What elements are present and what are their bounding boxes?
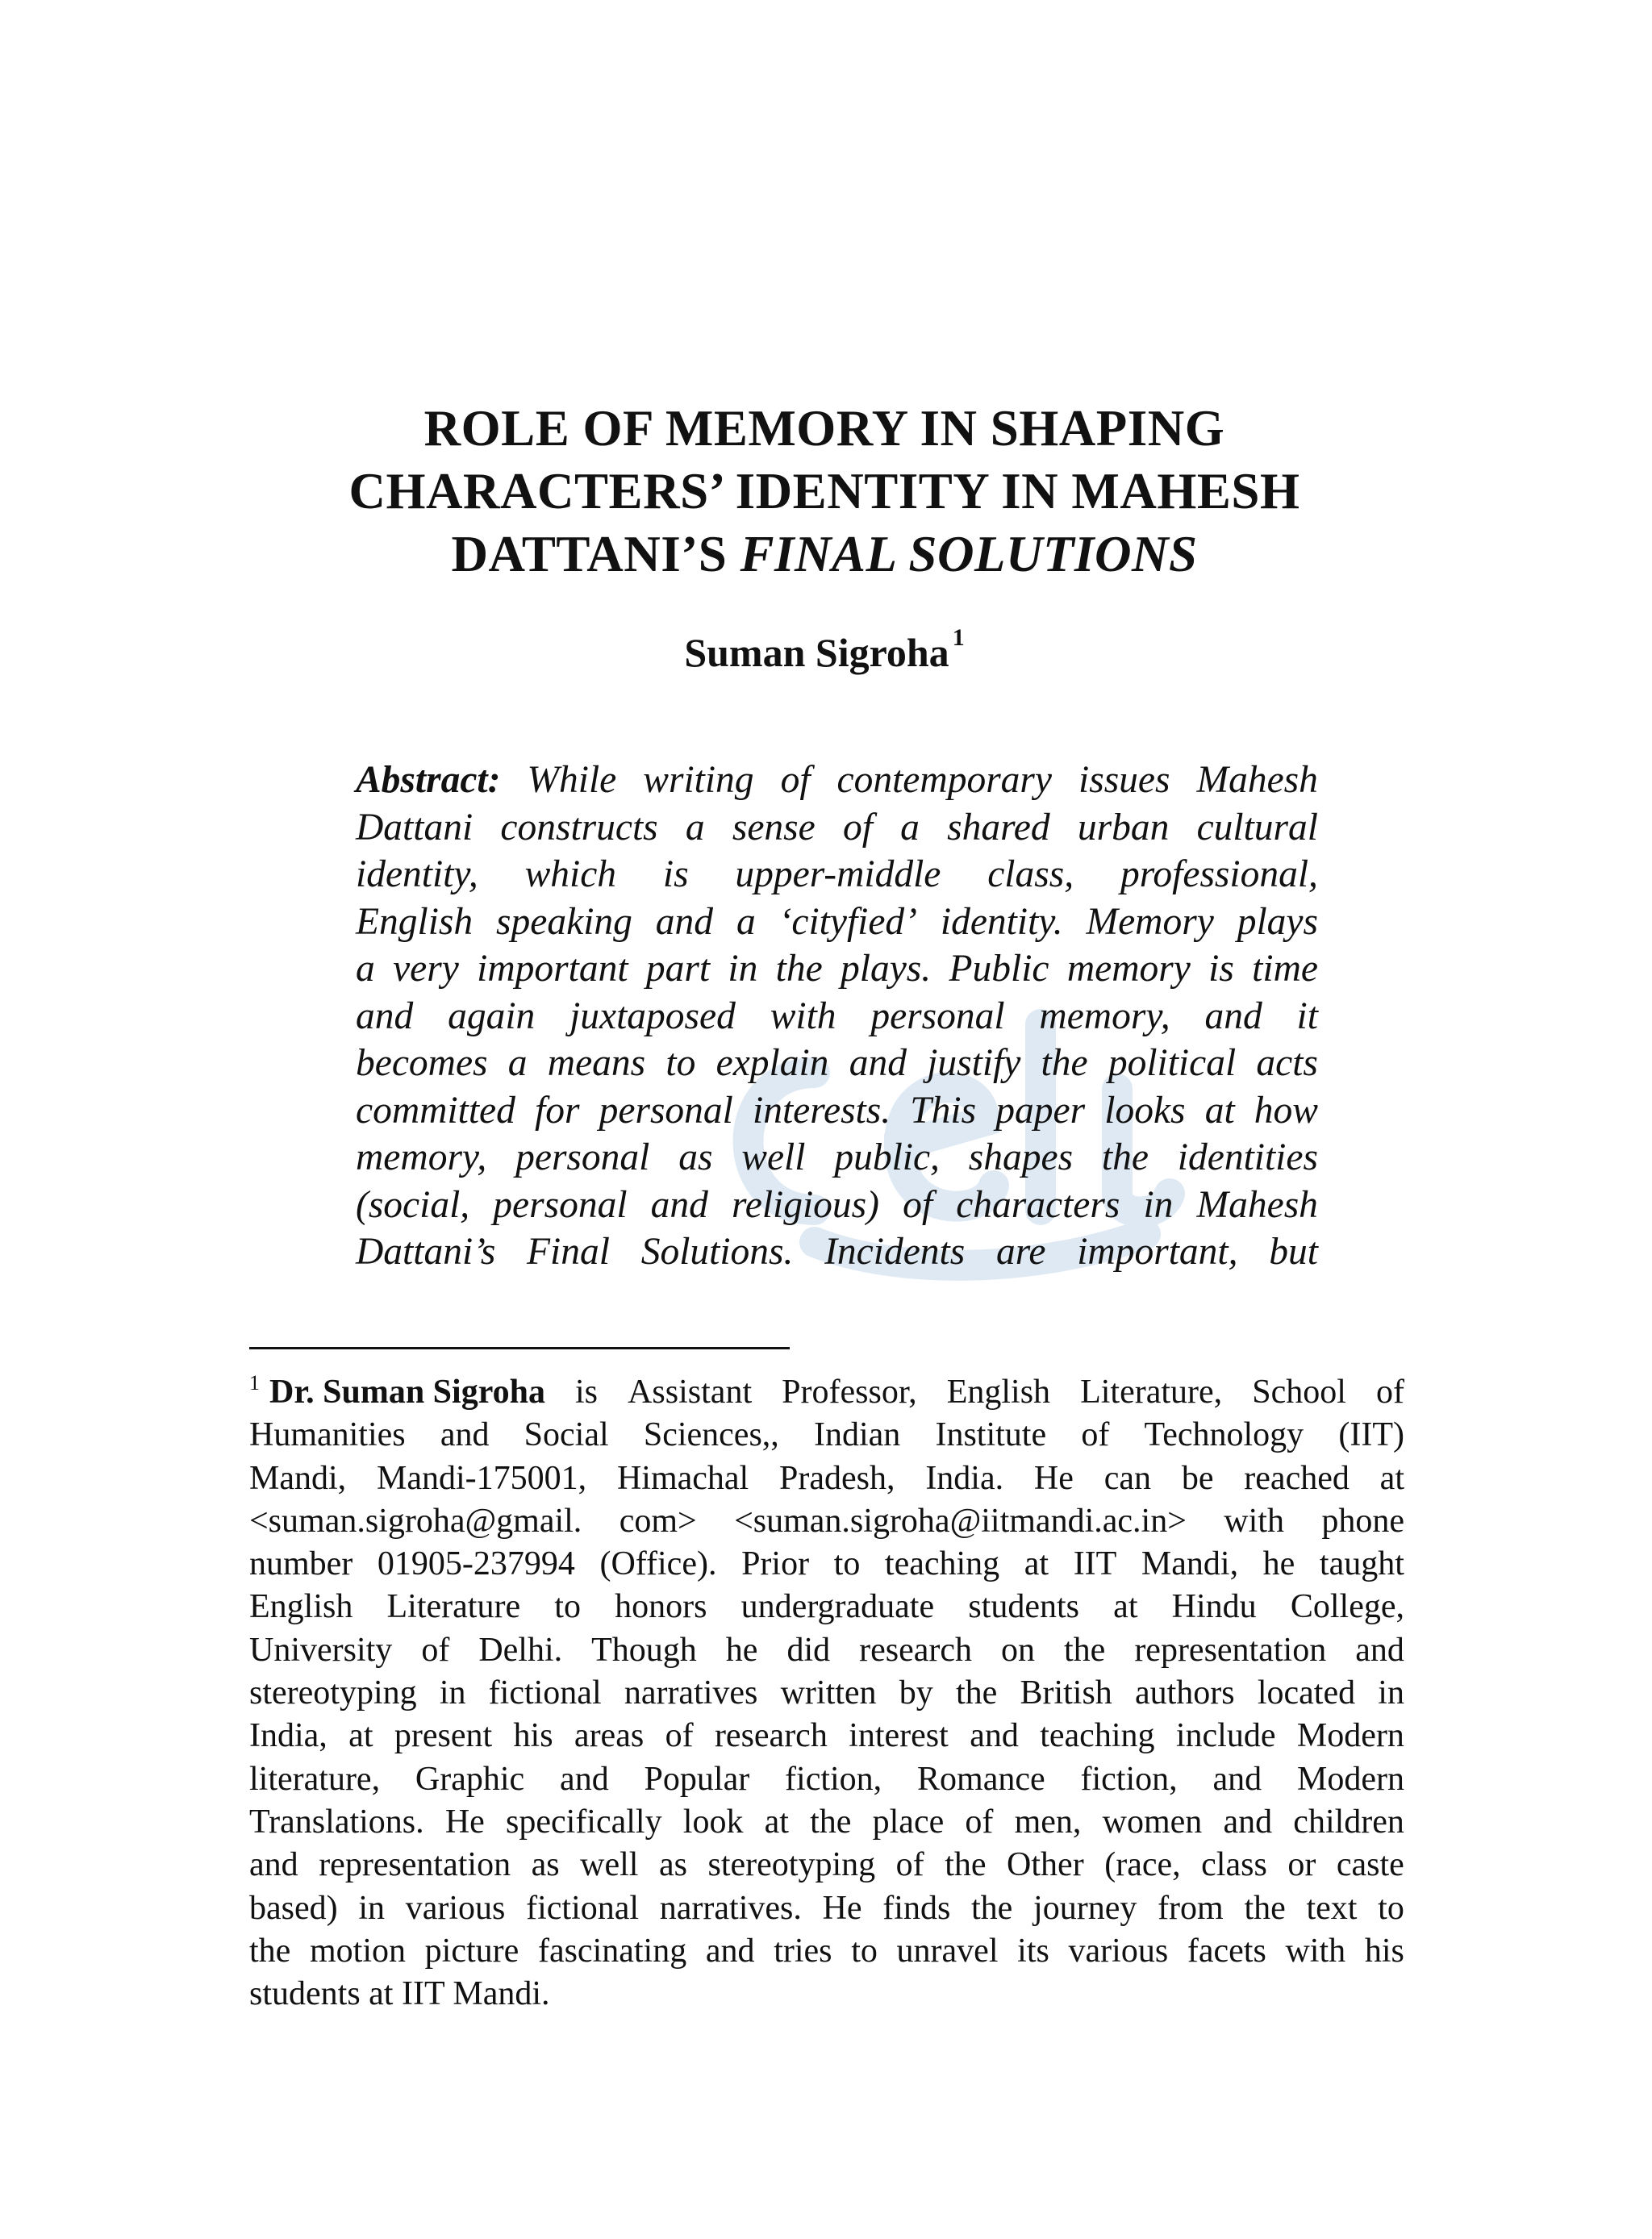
- abstract-line: [356, 757, 1318, 804]
- abstract-word: juxtaposed: [569, 994, 736, 1037]
- paper-title: [242, 397, 1407, 586]
- abstract-word: means: [547, 1042, 646, 1084]
- footnote-line: [249, 1371, 1404, 1414]
- footnote-word: women: [1102, 1803, 1203, 1841]
- footnote-separator: [249, 1347, 790, 1349]
- title-play-name: FINAL SOLUTIONS: [740, 526, 1198, 582]
- footnote-word: facets: [1187, 1932, 1266, 1970]
- abstract-word: justify: [927, 1042, 1021, 1084]
- title-line-1: ROLE OF MEMORY IN SHAPING: [423, 400, 1225, 457]
- abstract-word: and: [356, 994, 414, 1037]
- abstract-word: personal: [599, 1089, 733, 1132]
- footnote-word: Modern: [1296, 1717, 1404, 1755]
- footnote-word: Delhi.: [478, 1631, 563, 1669]
- footnote-word: to: [851, 1932, 878, 1970]
- abstract-word: shapes: [968, 1136, 1074, 1178]
- abstract-word: plays.: [841, 948, 932, 990]
- footnote-word: com>: [619, 1502, 697, 1540]
- abstract-word: public,: [834, 1136, 940, 1178]
- footnote-word: He: [822, 1889, 862, 1927]
- footnote-word: honors: [615, 1588, 707, 1626]
- footnote-line: [249, 1586, 1404, 1628]
- abstract-word: writing: [643, 759, 754, 801]
- footnote-word: Institute: [935, 1416, 1047, 1454]
- footnote-line: [249, 1500, 1404, 1543]
- abstract-word: for: [535, 1089, 580, 1132]
- abstract-word: cultural: [1196, 806, 1318, 848]
- abstract-word: a: [900, 806, 920, 848]
- footnote-word: the: [1064, 1631, 1106, 1669]
- footnote-word: as: [658, 1846, 687, 1884]
- footnote-word: IIT: [1073, 1545, 1117, 1583]
- abstract-word: English: [356, 900, 473, 943]
- abstract-word: While: [527, 759, 617, 801]
- footnote-word: of: [1375, 1374, 1404, 1411]
- footnote-word: English: [946, 1374, 1051, 1411]
- footnote-word: located: [1257, 1674, 1356, 1712]
- abstract-line: [356, 1134, 1318, 1182]
- abstract-word: Incidents: [824, 1231, 966, 1273]
- abstract-word: important: [477, 948, 628, 990]
- abstract-word: identity.: [940, 900, 1063, 943]
- abstract-word: (social,: [356, 1183, 470, 1226]
- abstract-word: ‘cityfied’: [778, 900, 918, 943]
- footnote-word: the: [971, 1889, 1013, 1927]
- abstract-word: This: [910, 1089, 977, 1132]
- footnote-line: [249, 1758, 1404, 1801]
- footnote-line: [249, 1457, 1404, 1500]
- abstract-word: memory: [1066, 948, 1191, 990]
- footnote-word: <suman.sigroha@gmail.: [249, 1502, 582, 1540]
- footnote-line: [249, 1414, 1404, 1457]
- abstract-word: identities: [1177, 1136, 1318, 1178]
- abstract-word: urban: [1077, 806, 1170, 848]
- abstract-word: becomes: [356, 1042, 488, 1084]
- footnote-word: representation: [319, 1846, 511, 1884]
- footnote-word: British: [1020, 1674, 1112, 1712]
- abstract-word: professional,: [1120, 853, 1318, 895]
- footnote-word: in: [1378, 1674, 1404, 1712]
- abstract-label: Abstract:: [356, 759, 501, 801]
- footnote-word: phone: [1321, 1502, 1404, 1540]
- footnote-word: fascinating: [537, 1932, 687, 1970]
- abstract-word: of: [903, 1183, 933, 1226]
- footnote-line: [249, 1715, 1404, 1757]
- abstract-word: the: [1101, 1136, 1149, 1178]
- abstract-word: at: [1204, 1089, 1235, 1132]
- footnote-word: College,: [1290, 1588, 1404, 1626]
- abstract-word: characters: [956, 1183, 1120, 1226]
- abstract-word: part: [645, 948, 711, 990]
- footnote-word: Literature,: [1080, 1374, 1223, 1411]
- abstract-word: speaking: [496, 900, 632, 943]
- footnote-word: English: [249, 1588, 353, 1626]
- footnote-word: finds: [882, 1889, 951, 1927]
- abstract-word: how: [1254, 1089, 1318, 1132]
- abstract-word: Mahesh: [1196, 759, 1318, 801]
- footnote-word: Literature: [386, 1588, 521, 1626]
- abstract-word: Final: [527, 1231, 610, 1273]
- footnote-word: include: [1175, 1717, 1276, 1755]
- footnote-word: Pradesh,: [779, 1459, 895, 1497]
- footnote-word: and: [970, 1717, 1019, 1755]
- abstract-word: Memory: [1086, 900, 1214, 943]
- abstract-word: the: [775, 948, 823, 990]
- footnote-word: Mandi-175001,: [376, 1459, 587, 1497]
- abstract-word: memory,: [1039, 994, 1170, 1037]
- footnote-word: Modern: [1296, 1760, 1404, 1798]
- abstract-line: [356, 945, 1318, 993]
- abstract-word: sense: [732, 806, 816, 848]
- abstract-word: personal: [515, 1136, 650, 1178]
- footnote-word: literature,: [249, 1760, 381, 1798]
- footnote-word: (IIT): [1338, 1416, 1404, 1454]
- footnote-line: [249, 1629, 1404, 1672]
- footnote-word: Other: [1007, 1846, 1084, 1884]
- footnote-word: He: [1033, 1459, 1074, 1497]
- footnote-word: journey: [1033, 1889, 1137, 1927]
- footnote-word: University: [249, 1631, 393, 1669]
- footnote-word: Assistant: [628, 1374, 753, 1411]
- abstract-word: and: [650, 1183, 708, 1226]
- footnote-word: unravel: [896, 1932, 999, 1970]
- footnote-word: stereotyping: [249, 1674, 417, 1712]
- footnote-word: motion: [309, 1932, 406, 1970]
- footnote-word: School: [1252, 1374, 1346, 1411]
- footnote-word: place: [872, 1803, 945, 1841]
- abstract-word: acts: [1256, 1042, 1318, 1084]
- footnote-word: Popular: [644, 1760, 750, 1798]
- footnote-word: and: [249, 1846, 298, 1884]
- abstract-word: of: [780, 759, 811, 801]
- footnote-word: in: [439, 1674, 466, 1712]
- abstract-word: Mahesh: [1196, 1183, 1318, 1226]
- abstract-word: political: [1108, 1042, 1237, 1084]
- footnote-word: fictional: [488, 1674, 602, 1712]
- footnote-word: Hindu: [1171, 1588, 1257, 1626]
- author-byline: [242, 624, 1407, 678]
- footnote-word: to: [554, 1588, 581, 1626]
- abstract-word: constructs: [500, 806, 658, 848]
- footnote-word: various: [1068, 1932, 1169, 1970]
- abstract-word: shared: [947, 806, 1050, 848]
- footnote-word: text: [1306, 1889, 1358, 1927]
- abstract-word: in: [728, 948, 758, 990]
- title-line-3-prefix: DATTANI’S: [451, 526, 740, 582]
- footnote-word: of: [965, 1803, 994, 1841]
- abstract-word: as: [678, 1136, 713, 1178]
- footnote-word: his: [1364, 1932, 1404, 1970]
- footnote-line: [249, 1844, 1404, 1887]
- abstract-word: it: [1296, 994, 1318, 1037]
- abstract-line: [356, 899, 1318, 946]
- footnote-word: Social: [524, 1416, 609, 1454]
- footnote-word: and: [440, 1416, 490, 1454]
- abstract-word: important,: [1077, 1231, 1238, 1273]
- footnote-word: look: [682, 1803, 744, 1841]
- footnote-word: the: [955, 1674, 998, 1712]
- footnote-word: India,: [249, 1717, 327, 1755]
- footnote-word: tries: [774, 1932, 832, 1970]
- footnote-word: to: [1378, 1889, 1404, 1927]
- abstract-word: which: [524, 853, 617, 895]
- footnote-word: present: [394, 1717, 493, 1755]
- footnote-word: taught: [1319, 1545, 1404, 1583]
- footnote-word: based): [249, 1889, 338, 1927]
- footnote-word: by: [899, 1674, 933, 1712]
- footnote-word: interest: [849, 1717, 949, 1755]
- footnote-line: [249, 1930, 1404, 1973]
- footnote-word: (race,: [1104, 1846, 1181, 1884]
- footnote-word: or: [1287, 1846, 1316, 1884]
- abstract-word: is: [1208, 948, 1234, 990]
- footnote-word: research: [859, 1631, 972, 1669]
- footnote-word: on: [1001, 1631, 1035, 1669]
- footnote-word: fiction,: [1080, 1760, 1178, 1798]
- abstract-word: the: [1041, 1042, 1088, 1084]
- footnote-word: areas: [574, 1717, 645, 1755]
- footnote-line: [249, 1887, 1404, 1930]
- footnote-word: well: [580, 1846, 639, 1884]
- abstract-word: a: [356, 948, 375, 990]
- footnote-word: stereotyping: [707, 1846, 876, 1884]
- footnote-word: Graphic: [415, 1760, 525, 1798]
- footnote-word: with: [1224, 1502, 1284, 1540]
- abstract-word: paper: [995, 1089, 1086, 1132]
- abstract-word: committed: [356, 1089, 515, 1132]
- abstract-word: explain: [715, 1042, 829, 1084]
- footnote-word: at: [348, 1717, 373, 1755]
- title-line-3: [242, 523, 1407, 586]
- footnote-word: narratives.: [659, 1889, 802, 1927]
- footnote-word: <suman.sigroha@iitmandi.ac.in>: [734, 1502, 1187, 1540]
- abstract-word: religious): [732, 1183, 879, 1226]
- footnote-word: Though: [591, 1631, 697, 1669]
- abstract-line: [356, 1182, 1318, 1229]
- footnote-word: at: [764, 1803, 789, 1841]
- footnote-first-line-head: [249, 1371, 545, 1414]
- footnote-word: undergraduate: [740, 1588, 935, 1626]
- abstract-line: [356, 851, 1318, 899]
- abstract-line: [356, 804, 1318, 852]
- abstract-word: issues: [1078, 759, 1170, 801]
- abstract-word: Dattani: [356, 806, 473, 848]
- abstract-word: contemporary: [836, 759, 1052, 801]
- footnote-word: his: [513, 1717, 553, 1755]
- footnote-word: Romance: [917, 1760, 1045, 1798]
- abstract-word: personal: [870, 994, 1005, 1037]
- footnote-word: Translations.: [249, 1803, 424, 1841]
- footnote-word: he: [1262, 1545, 1295, 1583]
- title-line-2: CHARACTERS’ IDENTITY IN MAHESH: [348, 463, 1300, 519]
- footnote-word: caste: [1336, 1846, 1404, 1884]
- footnote-word: representation: [1134, 1631, 1327, 1669]
- abstract-line: [356, 1228, 1318, 1276]
- abstract-word: Solutions.: [640, 1231, 794, 1273]
- footnote-word: (Office).: [599, 1545, 717, 1583]
- abstract-word: time: [1252, 948, 1318, 990]
- abstract-word: again: [448, 994, 536, 1037]
- footnote-author-name: Dr. Suman Sigroha: [269, 1374, 545, 1411]
- author-name: Suman Sigroha: [684, 630, 949, 675]
- footnote-mark: 1: [249, 1371, 260, 1395]
- footnote-word: fictional: [526, 1889, 640, 1927]
- author-footnote-mark: 1: [952, 624, 965, 652]
- footnote-word: number: [249, 1545, 353, 1583]
- abstract-line: [356, 1040, 1318, 1087]
- footnote-word: teaching: [884, 1545, 1000, 1583]
- footnote-word: he: [725, 1631, 758, 1669]
- footnote-word: of: [421, 1631, 450, 1669]
- footnote-word: teaching: [1040, 1717, 1155, 1755]
- footnote-word: reached: [1244, 1459, 1350, 1497]
- abstract-word: and: [849, 1042, 907, 1084]
- footnote-word: fiction,: [785, 1760, 882, 1798]
- footnote-word: and: [1212, 1760, 1262, 1798]
- footnote-word: the: [249, 1932, 291, 1970]
- abstract-word: a: [685, 806, 705, 848]
- footnote-word: at: [1024, 1545, 1049, 1583]
- abstract-word: interests.: [753, 1089, 891, 1132]
- footnote-word: and: [1223, 1803, 1273, 1841]
- footnote-word: various: [405, 1889, 506, 1927]
- footnote-word: in: [358, 1889, 386, 1927]
- footnote-word: from: [1158, 1889, 1224, 1927]
- footnote-word: did: [786, 1631, 831, 1669]
- footnote-word: of: [1081, 1416, 1110, 1454]
- abstract-word: identity,: [356, 853, 478, 895]
- abstract-word: are: [995, 1231, 1046, 1273]
- footnote-word: can: [1103, 1459, 1152, 1497]
- footnote-word: as: [531, 1846, 560, 1884]
- footnote-word: men,: [1014, 1803, 1082, 1841]
- abstract-word: well: [741, 1136, 806, 1178]
- abstract-word: upper-middle: [735, 853, 941, 895]
- abstract-word: is: [662, 853, 689, 895]
- footnote-word: is: [575, 1374, 599, 1411]
- footnote-word: at: [1379, 1459, 1404, 1497]
- footnote-word: be: [1181, 1459, 1214, 1497]
- footnote-word: written: [780, 1674, 877, 1712]
- footnote-word: authors: [1134, 1674, 1235, 1712]
- footnote-word: Sciences,,: [643, 1416, 779, 1454]
- footnote-word: Humanities: [249, 1416, 406, 1454]
- footnote-word: 01905-237994: [377, 1545, 575, 1583]
- abstract-word: very: [393, 948, 459, 990]
- abstract-line: [356, 1087, 1318, 1135]
- footnote-word: Mandi,: [249, 1459, 347, 1497]
- footnote-word: specifically: [506, 1803, 662, 1841]
- footnote-word: He: [444, 1803, 485, 1841]
- abstract-word: of: [842, 806, 873, 848]
- footnote-word: and: [560, 1760, 609, 1798]
- footnote-word: to: [833, 1545, 861, 1583]
- footnote-line: [249, 1801, 1404, 1844]
- footnote-word: children: [1293, 1803, 1404, 1841]
- footnote-word: class: [1201, 1846, 1267, 1884]
- footnote-word: at: [1113, 1588, 1138, 1626]
- abstract-word: Public: [949, 948, 1049, 990]
- abstract-word: personal: [493, 1183, 628, 1226]
- abstract-word: class,: [987, 853, 1074, 895]
- footnote-word: Prior: [741, 1545, 810, 1583]
- abstract-word: a: [736, 900, 756, 943]
- abstract-word: and: [655, 900, 714, 943]
- abstract-word: looks: [1104, 1089, 1186, 1132]
- abstract-word: plays: [1237, 900, 1318, 943]
- footnote-word: research: [714, 1717, 828, 1755]
- footnote-word: Indian: [813, 1416, 901, 1454]
- abstract-word: and: [1204, 994, 1262, 1037]
- footnote-word: and: [705, 1932, 755, 1970]
- abstract-word: memory,: [356, 1136, 487, 1178]
- footnote-word: its: [1017, 1932, 1049, 1970]
- abstract-word: but: [1269, 1231, 1318, 1273]
- footnote-line: [249, 1672, 1404, 1715]
- footnote-word: of: [895, 1846, 924, 1884]
- abstract-word: a: [507, 1042, 528, 1084]
- footnote-word: the: [945, 1846, 987, 1884]
- footnote-line: [249, 1543, 1404, 1586]
- footnote-word: picture: [424, 1932, 519, 1970]
- abstract-line: [356, 993, 1318, 1040]
- footnote-line: students at IIT Mandi.: [249, 1975, 550, 2013]
- footnote-word: Mandi,: [1141, 1545, 1239, 1583]
- footnote-word: Himachal: [616, 1459, 749, 1497]
- footnote-word: the: [1244, 1889, 1286, 1927]
- abstract-word: in: [1143, 1183, 1174, 1226]
- footnote-word: the: [810, 1803, 852, 1841]
- footnote-word: Technology: [1144, 1416, 1304, 1454]
- abstract-word: with: [770, 994, 836, 1037]
- footnote-word: of: [665, 1717, 694, 1755]
- footnote-word: narratives: [624, 1674, 758, 1712]
- footnote-word: with: [1285, 1932, 1346, 1970]
- footnote-word: students: [968, 1588, 1079, 1626]
- author-footnote: [249, 1371, 1404, 2016]
- abstract-word: Dattani’s: [356, 1231, 496, 1273]
- footnote-word: and: [1355, 1631, 1404, 1669]
- footnote-word: Professor,: [782, 1374, 917, 1411]
- abstract: [356, 757, 1318, 1276]
- footnote-word: India.: [925, 1459, 1004, 1497]
- abstract-word: to: [665, 1042, 696, 1084]
